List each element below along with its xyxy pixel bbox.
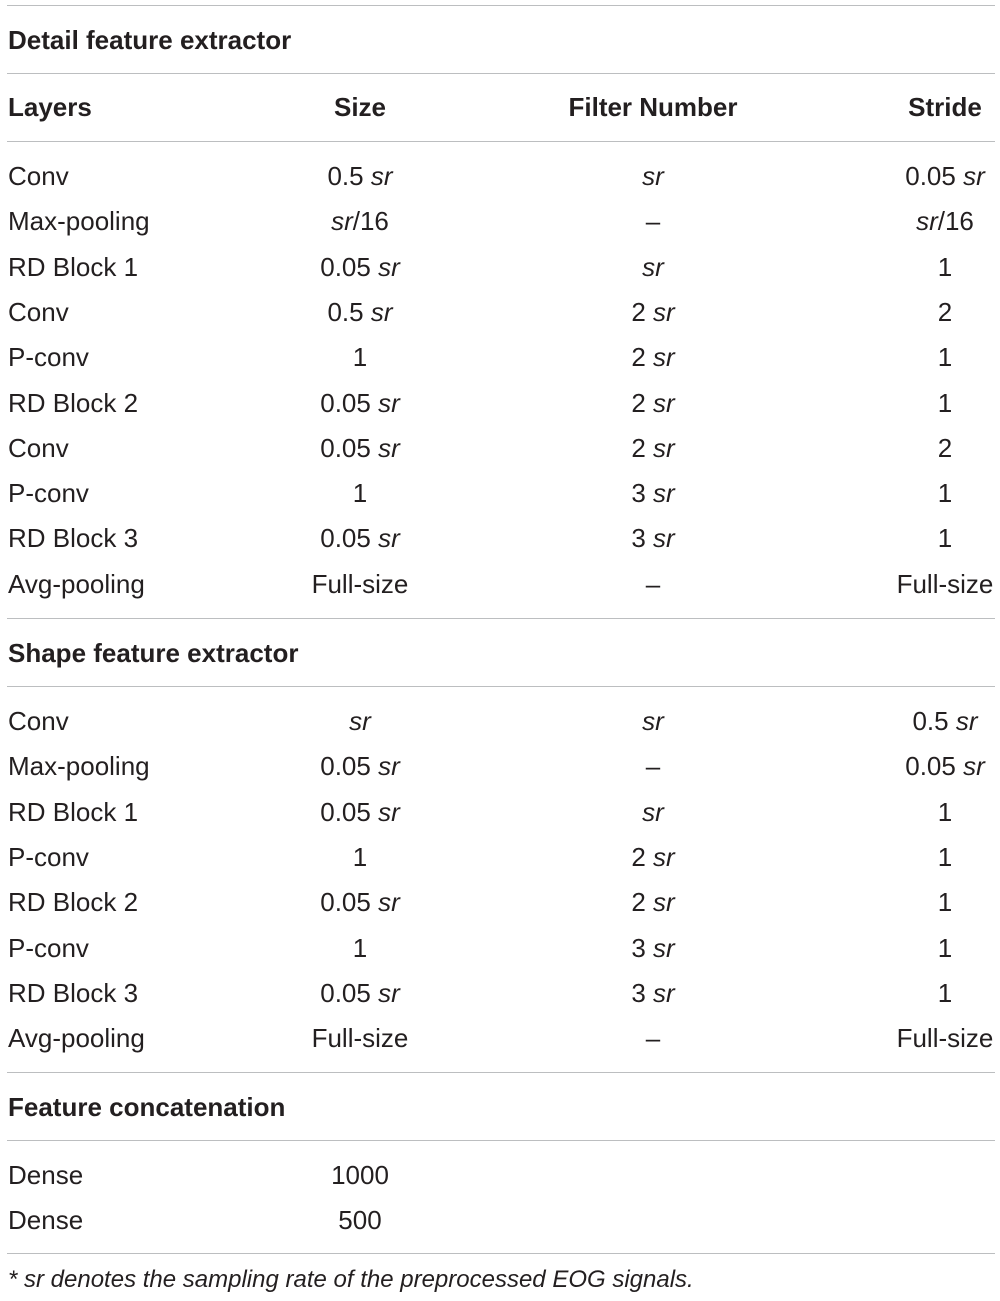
stride-cell: 1 bbox=[937, 932, 953, 963]
layer-cell: RD Block 1 bbox=[8, 251, 139, 282]
layer-cell: Dense bbox=[8, 1160, 84, 1190]
table-top-rule bbox=[7, 5, 995, 6]
size-cell: 0.05 sr bbox=[320, 887, 400, 918]
section-rule bbox=[7, 1072, 995, 1073]
section-rule bbox=[7, 686, 995, 687]
stride-cell: 1 bbox=[937, 387, 953, 418]
table-row bbox=[0, 933, 1000, 963]
table-row bbox=[0, 797, 1000, 827]
layer-cell: RD Block 1 bbox=[8, 796, 139, 827]
table-row bbox=[0, 342, 1000, 372]
filter-number-cell: sr bbox=[642, 251, 664, 282]
layer-cell: RD Block 2 bbox=[8, 887, 139, 918]
layer-cell: RD Block 2 bbox=[8, 387, 139, 418]
table-row bbox=[0, 706, 1000, 736]
layer-cell: RD Block 3 bbox=[8, 977, 139, 1008]
filter-number-cell: 2 sr bbox=[631, 432, 675, 463]
stride-cell: Full-size bbox=[896, 1023, 994, 1054]
layer-cell: Avg-pooling bbox=[8, 1023, 145, 1054]
stride-cell: 1 bbox=[937, 796, 953, 827]
table-row bbox=[0, 297, 1000, 327]
table-bottom-rule bbox=[7, 1253, 995, 1254]
size-cell: 0.05 sr bbox=[320, 387, 400, 418]
column-header-stride: Stride bbox=[908, 92, 982, 122]
section-rule bbox=[7, 73, 995, 74]
layer-cell: P-conv bbox=[8, 478, 89, 509]
size-cell: Full-size bbox=[311, 1023, 409, 1054]
filter-number-cell: – bbox=[645, 206, 661, 237]
filter-number-cell: 2 sr bbox=[631, 887, 675, 918]
layer-cell: Conv bbox=[8, 432, 69, 463]
stride-cell: 2 bbox=[937, 432, 953, 463]
stride-cell: 1 bbox=[937, 977, 953, 1008]
table-row bbox=[0, 751, 1000, 781]
filter-number-cell: 2 sr bbox=[631, 387, 675, 418]
table-row bbox=[0, 1023, 1000, 1053]
layer-cell: P-conv bbox=[8, 932, 89, 963]
stride-cell: 1 bbox=[937, 478, 953, 509]
size-cell: 0.05 sr bbox=[320, 796, 400, 827]
filter-number-cell: 2 sr bbox=[631, 841, 675, 872]
size-cell: 0.5 sr bbox=[327, 296, 393, 327]
column-header-layers: Layers bbox=[8, 92, 92, 122]
footnote: * sr denotes the sampling rate of the preprocessed EOG signals. bbox=[8, 1266, 694, 1293]
filter-number-cell: sr bbox=[642, 796, 664, 827]
column-header-filter-number: Filter Number bbox=[568, 92, 738, 122]
size-cell: 1 bbox=[352, 932, 368, 963]
table-row bbox=[0, 433, 1000, 463]
layer-cell: RD Block 3 bbox=[8, 523, 139, 554]
filter-number-cell: 3 sr bbox=[631, 977, 675, 1008]
layer-cell: Conv bbox=[8, 296, 69, 327]
table-row bbox=[0, 1160, 1000, 1190]
size-cell: 0.05 sr bbox=[320, 977, 400, 1008]
filter-number-cell: 3 sr bbox=[631, 523, 675, 554]
table-row bbox=[0, 978, 1000, 1008]
table-row bbox=[0, 478, 1000, 508]
filter-number-cell: 2 sr bbox=[631, 296, 675, 327]
size-cell: 500 bbox=[338, 1205, 382, 1236]
layer-cell: Dense bbox=[8, 1205, 84, 1236]
filter-number-cell: 3 sr bbox=[631, 478, 675, 509]
column-header-size: Size bbox=[333, 92, 387, 122]
layer-cell: Max-pooling bbox=[8, 206, 150, 237]
stride-cell: sr/16 bbox=[916, 206, 974, 237]
table-row bbox=[0, 206, 1000, 236]
size-cell: Full-size bbox=[311, 568, 409, 599]
size-cell: 1 bbox=[352, 342, 368, 373]
stride-cell: 1 bbox=[937, 523, 953, 554]
layer-cell: Max-pooling bbox=[8, 751, 150, 782]
filter-number-cell: – bbox=[645, 1023, 661, 1054]
stride-cell: 0.05 sr bbox=[905, 751, 985, 782]
layer-cell: Avg-pooling bbox=[8, 568, 145, 599]
section-rule bbox=[7, 618, 995, 619]
layer-cell: P-conv bbox=[8, 841, 89, 872]
section-title-detail: Detail feature extractor bbox=[8, 25, 292, 55]
table-row bbox=[0, 523, 1000, 553]
stride-cell: 0.5 sr bbox=[912, 706, 978, 736]
table-row bbox=[0, 161, 1000, 191]
stride-cell: 0.05 sr bbox=[905, 161, 985, 191]
size-cell: sr bbox=[349, 706, 371, 736]
size-cell: 0.5 sr bbox=[327, 161, 393, 191]
section-rule bbox=[7, 1140, 995, 1141]
size-cell: 0.05 sr bbox=[320, 751, 400, 782]
filter-number-cell: – bbox=[645, 751, 661, 782]
stride-cell: 2 bbox=[937, 296, 953, 327]
stride-cell: 1 bbox=[937, 251, 953, 282]
layer-cell: Conv bbox=[8, 706, 69, 736]
table-row bbox=[0, 252, 1000, 282]
table-row bbox=[0, 842, 1000, 872]
filter-number-cell: sr bbox=[642, 161, 664, 191]
size-cell: 1000 bbox=[331, 1160, 389, 1190]
size-cell: 0.05 sr bbox=[320, 432, 400, 463]
table-row bbox=[0, 388, 1000, 418]
size-cell: 0.05 sr bbox=[320, 523, 400, 554]
stride-cell: Full-size bbox=[896, 568, 994, 599]
table-row bbox=[0, 887, 1000, 917]
stride-cell: 1 bbox=[937, 342, 953, 373]
size-cell: 1 bbox=[352, 478, 368, 509]
section-title-shape: Shape feature extractor bbox=[8, 638, 299, 668]
table-header-row bbox=[0, 92, 1000, 122]
filter-number-cell: 2 sr bbox=[631, 342, 675, 373]
size-cell: sr/16 bbox=[331, 206, 389, 237]
section-title-concat: Feature concatenation bbox=[8, 1092, 286, 1122]
size-cell: 0.05 sr bbox=[320, 251, 400, 282]
filter-number-cell: – bbox=[645, 568, 661, 599]
stride-cell: 1 bbox=[937, 841, 953, 872]
stride-cell: 1 bbox=[937, 887, 953, 918]
filter-number-cell: 3 sr bbox=[631, 932, 675, 963]
size-cell: 1 bbox=[352, 841, 368, 872]
layer-cell: Conv bbox=[8, 161, 69, 191]
layer-cell: P-conv bbox=[8, 342, 89, 373]
header-rule bbox=[7, 141, 995, 142]
table-row bbox=[0, 1205, 1000, 1235]
table-row bbox=[0, 569, 1000, 599]
filter-number-cell: sr bbox=[642, 706, 664, 736]
